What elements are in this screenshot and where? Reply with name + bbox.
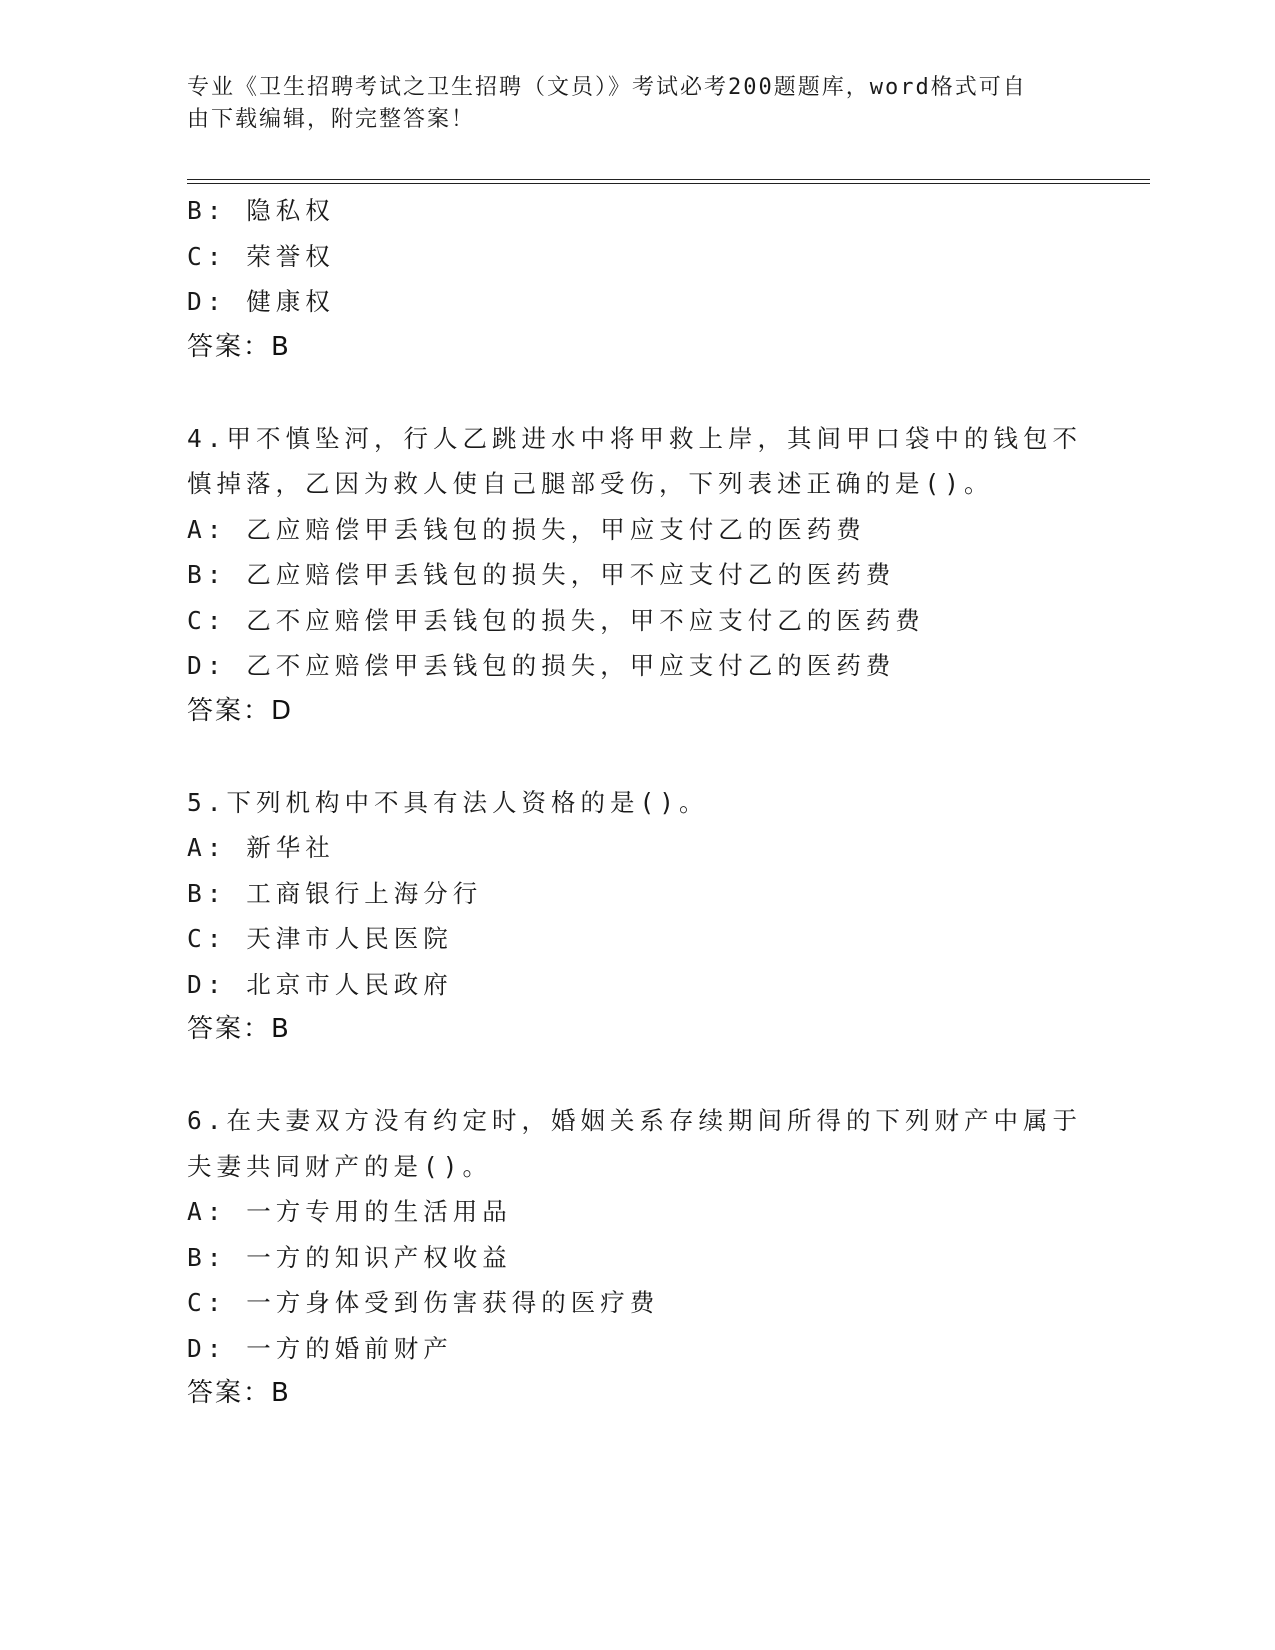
option-c: C: 荣誉权 [187, 241, 335, 271]
option-a: A: 乙应赔偿甲丢钱包的损失，甲应支付乙的医药费 [187, 514, 866, 544]
answer-line: 答案：B [187, 331, 291, 362]
document-header [187, 72, 1067, 136]
question-block-6 [187, 1098, 1127, 1417]
question-text-line-1: 5.下列机构中不具有法人资格的是()。 [187, 787, 709, 817]
option-d: D: 北京市人民政府 [187, 969, 453, 999]
header-line-2: 由下载编辑，附完整答案！ [187, 107, 476, 132]
option-b: B: 隐私权 [187, 196, 335, 225]
option-c: C: 一方身体受到伤害获得的医疗费 [187, 1288, 660, 1317]
option-d: D: 乙不应赔偿甲丢钱包的损失，甲应支付乙的医药费 [187, 651, 896, 680]
option-a: A: 一方专用的生活用品 [187, 1197, 512, 1226]
option-b: B: 乙应赔偿甲丢钱包的损失，甲不应支付乙的医药费 [187, 560, 896, 589]
question-text-line-1: 4.甲不慎坠河，行人乙跳进水中将甲救上岸，其间甲口袋中的钱包不 [187, 423, 1082, 453]
header-divider-top [187, 179, 1150, 180]
option-b: B: 工商银行上海分行 [187, 878, 483, 908]
option-c: C: 乙不应赔偿甲丢钱包的损失，甲不应支付乙的医药费 [187, 605, 925, 635]
question-block-4 [187, 416, 1127, 735]
header-divider-bottom [187, 183, 1150, 184]
spacer [187, 1053, 1127, 1099]
option-c: C: 天津市人民医院 [187, 924, 453, 953]
answer-line: 答案：D [187, 695, 294, 726]
question-block-5 [187, 780, 1127, 1053]
option-d: D: 健康权 [187, 287, 335, 316]
option-d: D: 一方的婚前财产 [187, 1333, 453, 1363]
header-line-1: 专业《卫生招聘考试之卫生招聘（文员）》考试必考200题题库，word格式可自 [187, 75, 1027, 100]
question-block-3 [187, 188, 1127, 370]
option-a: A: 新华社 [187, 833, 335, 862]
answer-line: 答案：B [187, 1378, 291, 1408]
question-text-line-2: 夫妻共同财产的是()。 [187, 1151, 492, 1181]
question-text-line-1: 6.在夫妻双方没有约定时，婚姻关系存续期间所得的下列财产中属于 [187, 1106, 1082, 1135]
question-text-line-2: 慎掉落，乙因为救人使自己腿部受伤，下列表述正确的是()。 [187, 469, 994, 498]
option-b: B: 一方的知识产权收益 [187, 1242, 512, 1272]
spacer [187, 370, 1127, 416]
answer-line: 答案：B [187, 1014, 291, 1044]
question-list [187, 188, 1127, 1417]
spacer [187, 734, 1127, 780]
